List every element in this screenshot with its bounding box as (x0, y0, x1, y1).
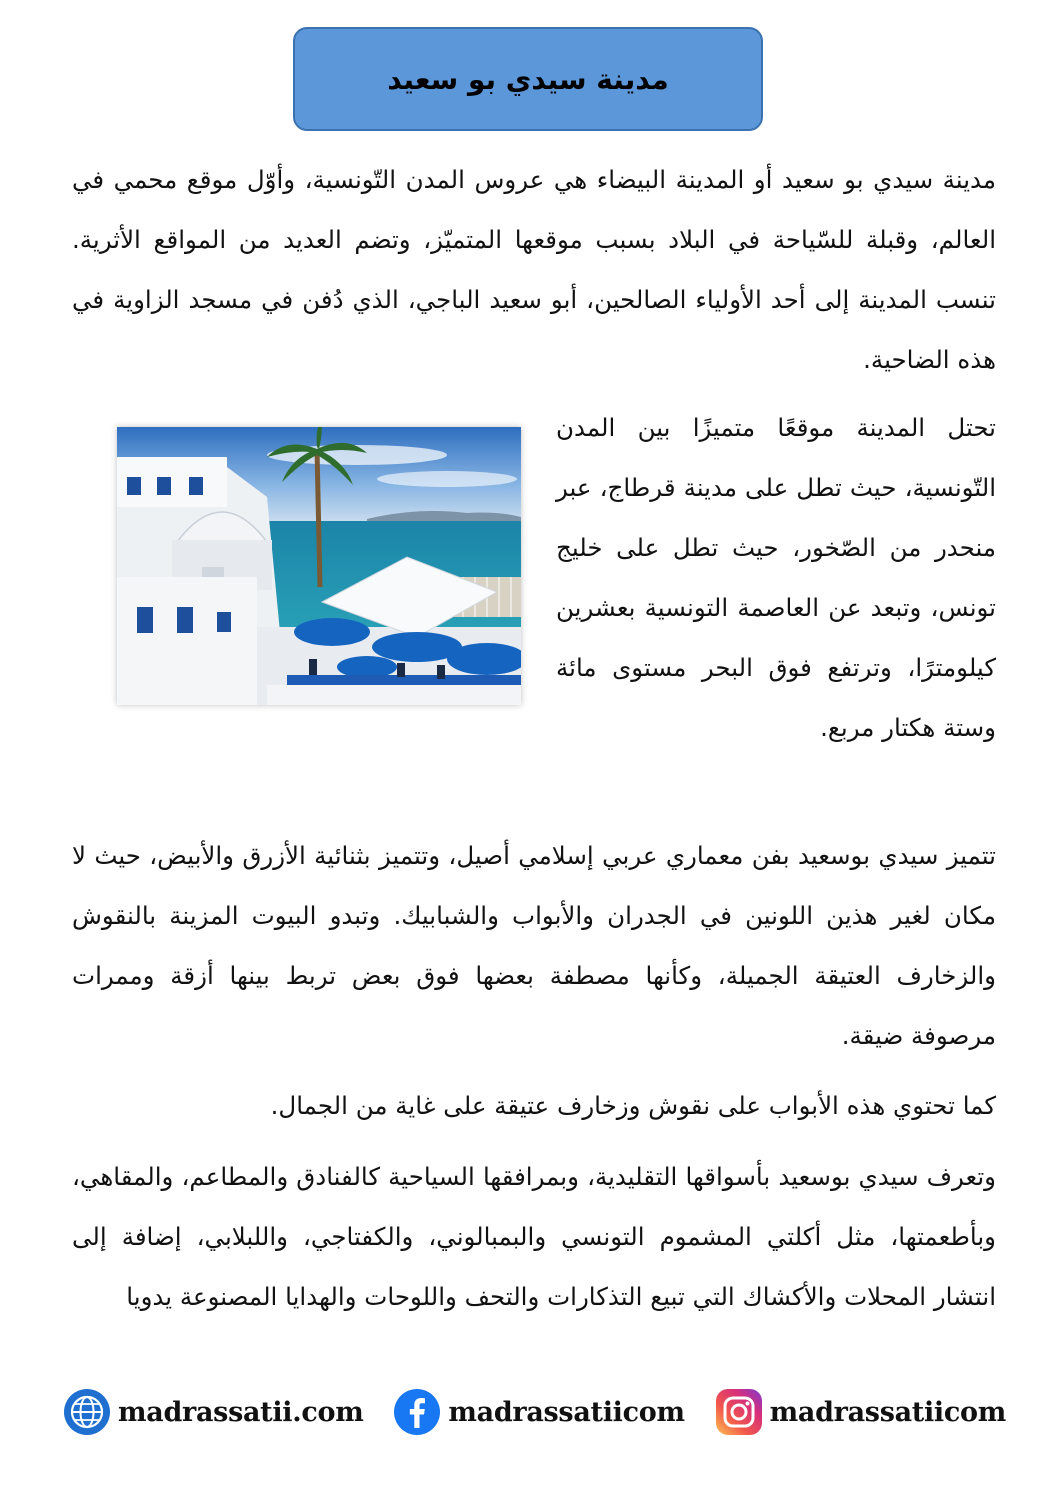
paragraph-markets: وتعرف سيدي بوسعيد بأسواقها التقليدية، وبمرافقها السياحية كالفنادق والمطاعم، والمقاهي، وبأطعمتها، مثل أكلتي المشموم التونسي والبمبالوني، والكفتاجي، واللبلابي، إضافة إلى انتشار المحلات والأكشاك التي تبيع التذكارات والتحف واللوحات والهدايا المصنوعة يدويا (72, 1162, 996, 1311)
paragraph-intro: مدينة سيدي بو سعيد أو المدينة البيضاء هي عروس المدن التّونسية، وأوّل موقع محمي في العالم، وقبلة للسّياحة في البلاد بسبب موقعها المتميّز، وتضم العديد من المواقع الأثرية. تنسب المدينة إلى أحد الأولياء الصالحين، أبو سعيد الباجي، الذي دُفن في مسجد الزاوية في هذه الضاحية. (72, 165, 996, 374)
paragraph-doors: كما تحتوي هذه الأبواب على نقوش وزخارف عتيقة على غاية من الجمال. (270, 1091, 996, 1120)
instagram-label: madrassatiicom (769, 1396, 1006, 1428)
facebook-icon (392, 1387, 442, 1437)
facebook-link[interactable] (392, 1387, 684, 1437)
paragraph-architecture: تتميز سيدي بوسعيد بفن معماري عربي إسلامي أصيل، وتتميز بثنائية الأزرق والأبيض، حيث لا مكان لغير هذين اللونين في الجدران والأبواب والشبابيك. وتبدو البيوت المزينة بالنقوش والزخارف العتيقة الجميلة، وكأنها مصطفة بعضها فوق بعض تربط بينها أزقة وممرات مرصوفة ضيقة. (72, 841, 996, 1050)
instagram-link[interactable] (714, 1387, 1006, 1437)
sidi-bou-said-photo (117, 427, 521, 705)
paragraph-location: تحتل المدينة موقعًا متميزًا بين المدن التّونسية، حيث تطل على مدينة قرطاج، عبر منحدر من الصّخور، حيث تطل على خليج تونس، وتبعد عن العاصمة التونسية بعشرين كيلومترًا، وترتفع فوق البحر مستوى مائة وستة هكتار مربع. (556, 413, 996, 742)
website-link[interactable] (62, 1387, 363, 1437)
facebook-label: madrassatiicom (448, 1396, 685, 1428)
page-title: مدينة سيدي بو سعيد (387, 62, 669, 96)
globe-icon (62, 1387, 112, 1437)
instagram-icon (714, 1387, 764, 1437)
website-label: madrassatii.com (118, 1396, 364, 1428)
title-banner (293, 27, 763, 131)
footer-social-links (62, 1384, 1006, 1440)
